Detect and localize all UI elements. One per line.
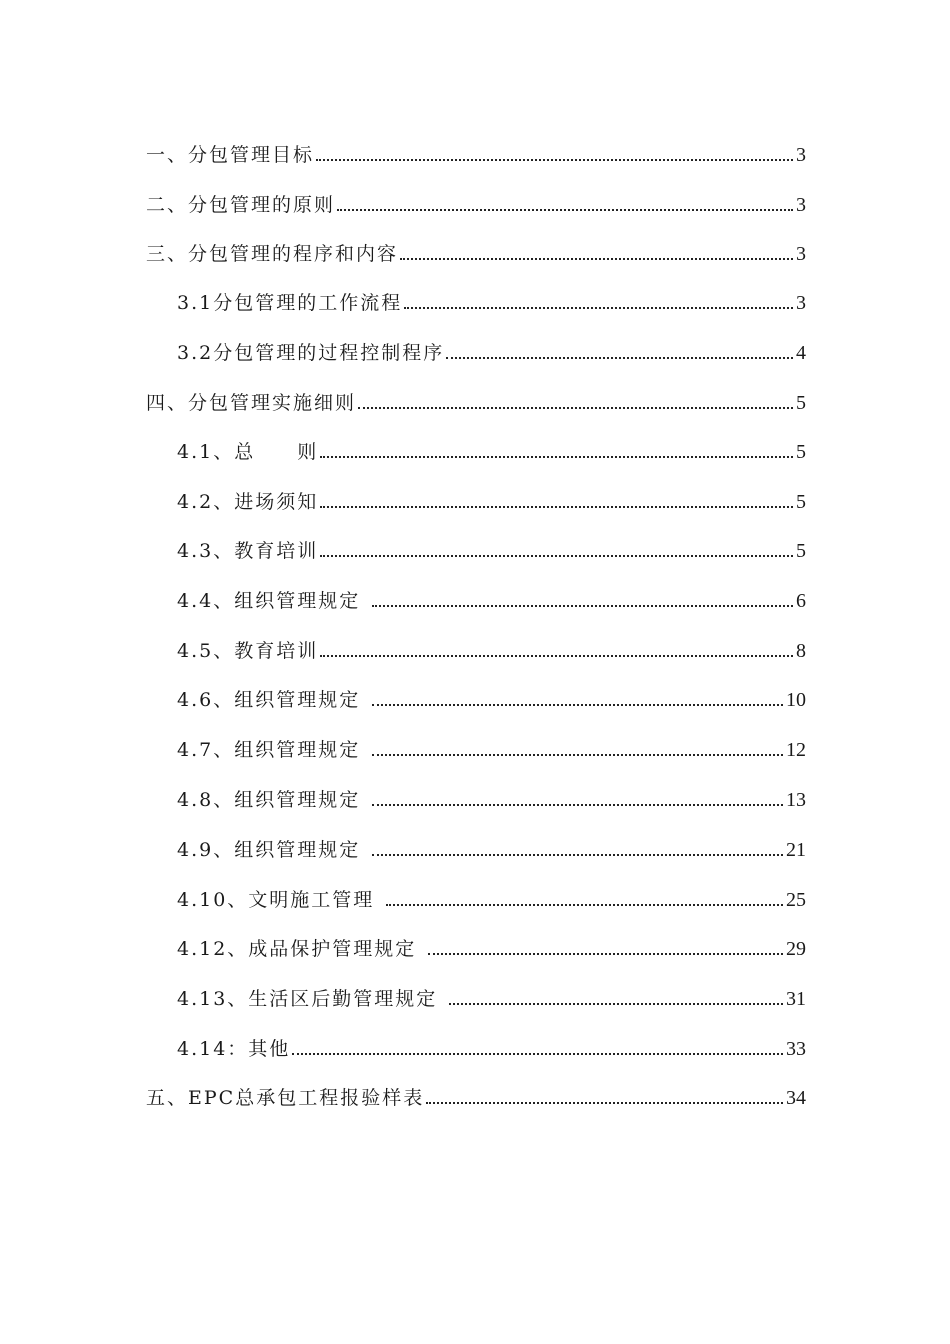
toc-page-number: 6 bbox=[796, 590, 806, 612]
toc-page-number: 34 bbox=[786, 1087, 806, 1109]
toc-entry[interactable] bbox=[146, 187, 806, 217]
toc-entry-title: 4.2、进场须知 bbox=[177, 491, 319, 513]
toc-page-number: 3 bbox=[796, 243, 806, 265]
toc-leader-dots bbox=[404, 307, 793, 309]
toc-entry[interactable] bbox=[177, 633, 806, 663]
toc-page-number: 10 bbox=[786, 689, 806, 711]
toc-entry[interactable] bbox=[177, 335, 806, 365]
toc-leader-dots bbox=[449, 1003, 783, 1005]
toc-page-number: 5 bbox=[796, 540, 806, 562]
toc-entry-title: 一、分包管理目标 bbox=[146, 144, 315, 166]
toc-entry[interactable] bbox=[177, 533, 806, 563]
toc-page-number: 3 bbox=[796, 292, 806, 314]
toc-leader-dots bbox=[320, 555, 793, 557]
toc-page-number: 21 bbox=[786, 839, 806, 861]
toc-entry[interactable] bbox=[146, 236, 806, 266]
toc-page-number: 25 bbox=[786, 889, 806, 911]
toc-leader-dots bbox=[446, 357, 793, 359]
toc-entry-title: 4.4、组织管理规定 bbox=[177, 590, 361, 612]
toc-leader-dots bbox=[372, 704, 783, 706]
toc-leader-dots bbox=[400, 258, 793, 260]
toc-leader-dots bbox=[372, 754, 783, 756]
toc-entry-title: 三、分包管理的程序和内容 bbox=[146, 243, 399, 265]
toc-entry[interactable] bbox=[146, 385, 806, 415]
toc-page-number: 4 bbox=[796, 342, 806, 364]
toc-page-number: 5 bbox=[796, 441, 806, 463]
toc-entry[interactable] bbox=[146, 1080, 806, 1110]
toc-leader-dots bbox=[292, 1053, 783, 1055]
toc-entry[interactable] bbox=[177, 832, 806, 862]
toc-page-number: 12 bbox=[786, 739, 806, 761]
toc-page-number: 29 bbox=[786, 938, 806, 960]
toc-entry[interactable] bbox=[177, 682, 806, 712]
toc-entry-title: 4.1、总 则 bbox=[177, 441, 319, 463]
toc-entry[interactable] bbox=[177, 285, 806, 315]
toc-page-number: 8 bbox=[796, 640, 806, 662]
toc-entry[interactable] bbox=[177, 732, 806, 762]
toc-entry[interactable] bbox=[146, 137, 806, 167]
toc-entry-title: 五、EPC总承包工程报验样表 bbox=[146, 1087, 425, 1109]
toc-leader-dots bbox=[316, 159, 793, 161]
toc-entry-title: 4.13、生活区后勤管理规定 bbox=[177, 988, 438, 1010]
toc-entry-title: 4.8、组织管理规定 bbox=[177, 789, 361, 811]
toc-leader-dots bbox=[372, 854, 783, 856]
toc-leader-dots bbox=[428, 953, 783, 955]
toc-leader-dots bbox=[320, 655, 793, 657]
toc-leader-dots bbox=[337, 209, 793, 211]
toc-entry[interactable] bbox=[177, 484, 806, 514]
toc-leader-dots bbox=[426, 1102, 783, 1104]
toc-entry-title: 4.10、文明施工管理 bbox=[177, 889, 375, 911]
toc-entry[interactable] bbox=[177, 434, 806, 464]
toc-leader-dots bbox=[372, 804, 783, 806]
toc-leader-dots bbox=[358, 407, 793, 409]
toc-entry-title: 4.14：其他 bbox=[177, 1038, 291, 1060]
toc-page-number: 31 bbox=[786, 988, 806, 1010]
toc-entry-title: 3.2分包管理的过程控制程序 bbox=[177, 342, 445, 364]
toc-entry-title: 4.5、教育培训 bbox=[177, 640, 319, 662]
toc-entry[interactable] bbox=[177, 782, 806, 812]
toc-leader-dots bbox=[320, 456, 793, 458]
toc-entry-title: 4.9、组织管理规定 bbox=[177, 839, 361, 861]
toc-entry[interactable] bbox=[177, 931, 806, 961]
toc-entry[interactable] bbox=[177, 1031, 806, 1061]
toc-leader-dots bbox=[386, 904, 783, 906]
toc-page-number: 33 bbox=[786, 1038, 806, 1060]
toc-entry-title: 4.7、组织管理规定 bbox=[177, 739, 361, 761]
toc-entry-title: 二、分包管理的原则 bbox=[146, 194, 336, 216]
toc-entry[interactable] bbox=[177, 583, 806, 613]
toc-leader-dots bbox=[372, 605, 793, 607]
toc-entry-title: 4.12、成品保护管理规定 bbox=[177, 938, 417, 960]
toc-entry-title: 4.3、教育培训 bbox=[177, 540, 319, 562]
toc-page-number: 3 bbox=[796, 194, 806, 216]
toc-entry-title: 3.1分包管理的工作流程 bbox=[177, 292, 403, 314]
toc-entry[interactable] bbox=[177, 882, 806, 912]
toc-entry-title: 四、分包管理实施细则 bbox=[146, 392, 357, 414]
toc-leader-dots bbox=[320, 506, 793, 508]
toc-page-number: 5 bbox=[796, 392, 806, 414]
toc-entry-title: 4.6、组织管理规定 bbox=[177, 689, 361, 711]
toc-page-number: 13 bbox=[786, 789, 806, 811]
toc-entry[interactable] bbox=[177, 981, 806, 1011]
toc-page-number: 5 bbox=[796, 491, 806, 513]
toc-page-number: 3 bbox=[796, 144, 806, 166]
